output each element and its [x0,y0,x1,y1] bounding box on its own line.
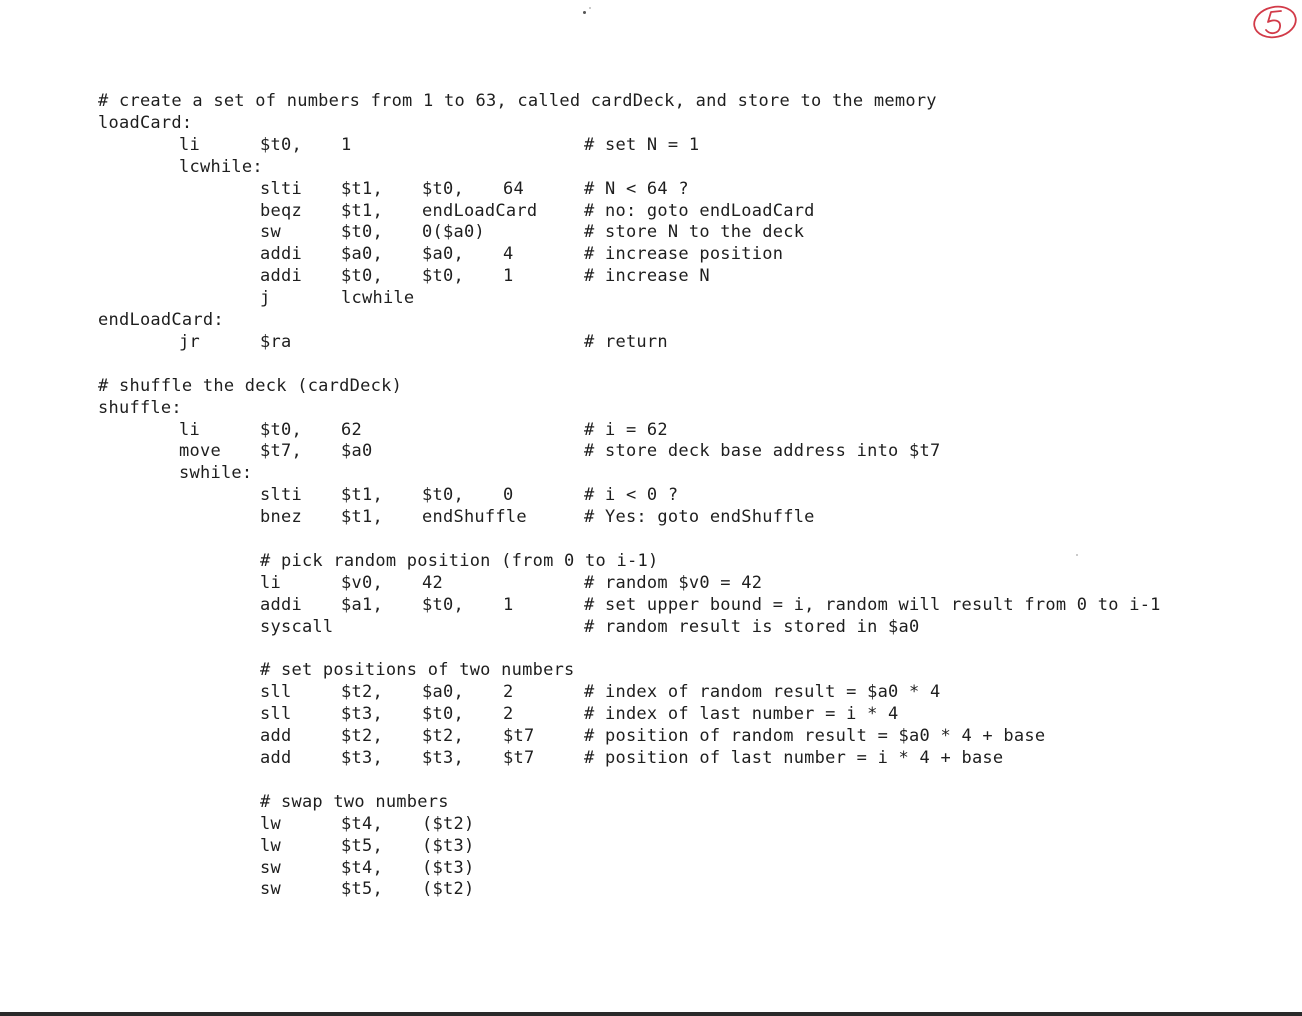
circled-number-icon [1250,2,1300,42]
instruction-opcode: addi [260,266,302,287]
scan-speck [583,11,586,14]
instruction-comment: # set N = 1 [584,134,700,155]
instruction-operand: $a1, [341,594,383,615]
instruction-comment: # position of random result = $a0 * 4 + base [584,726,1046,747]
instruction-comment: # N < 64 ? [584,178,689,199]
instruction-operand: ($t3) [422,835,475,856]
instruction-opcode: addi [260,594,302,615]
instruction-operand: $t7 [503,726,535,747]
instruction-operand: 0 [503,485,514,506]
instruction-comment: # i = 62 [584,419,668,440]
instruction-opcode: syscall [260,616,334,637]
instruction-comment: # store deck base address into $t7 [584,441,941,462]
instruction-operand: $t0, [422,485,464,506]
instruction-operand: $t1, [341,485,383,506]
instruction-operand: ($t2) [422,813,475,834]
instruction-comment: # return [584,331,668,352]
instruction-operand: $v0, [341,572,383,593]
instruction-operand: $t4, [341,813,383,834]
instruction-operand: $t0, [260,419,302,440]
instruction-operand: 62 [341,419,362,440]
instruction-opcode: bnez [260,507,302,528]
instruction-operand: $a0, [341,244,383,265]
instruction-opcode: beqz [260,200,302,221]
instruction-comment: # increase position [584,244,784,265]
instruction-opcode: sll [260,682,292,703]
instruction-operand: $t2, [422,726,464,747]
instruction-comment: # position of last number = i * 4 + base [584,748,1004,768]
comment-line: # pick random position (from 0 to i-1) [260,550,659,571]
instruction-operand: $t0, [260,134,302,155]
instruction-opcode: sw [260,879,281,900]
scan-speck [1076,554,1078,556]
instruction-opcode: li [179,419,200,440]
comment-line: # create a set of numbers from 1 to 63, called cardDeck, and store to the memory [98,91,937,111]
instruction-operand: ($t2) [422,879,475,900]
instruction-operand: $t0, [341,266,383,287]
instruction-operand: $t1, [341,507,383,528]
instruction-comment: # i < 0 ? [584,485,679,506]
instruction-opcode: sw [260,857,281,878]
scan-bottom-edge [0,1012,1302,1016]
instruction-comment: # random $v0 = 42 [584,572,763,593]
instruction-operand: 2 [503,682,514,703]
instruction-operand: $t3, [341,748,383,768]
code-label: lcwhile: [179,156,263,177]
instruction-opcode: add [260,726,292,747]
instruction-opcode: addi [260,244,302,265]
instruction-opcode: sll [260,704,292,725]
instruction-operand: $t0, [422,266,464,287]
instruction-operand: 1 [503,266,514,287]
instruction-operand: 1 [341,134,352,155]
instruction-comment: # store N to the deck [584,222,805,243]
instruction-operand: $t0, [422,704,464,725]
instruction-operand: 4 [503,244,514,265]
instruction-opcode: li [260,572,281,593]
code-label: endLoadCard: [98,310,224,330]
instruction-operand: $t7, [260,441,302,462]
instruction-operand: lcwhile [341,288,415,309]
instruction-operand: 0($a0) [422,222,485,243]
comment-line: # swap two numbers [260,791,449,812]
instruction-operand: $t2, [341,682,383,703]
instruction-operand: 1 [503,594,514,615]
instruction-operand: 2 [503,704,514,725]
instruction-opcode: move [179,441,221,462]
instruction-operand: $t2, [341,726,383,747]
instruction-opcode: slti [260,485,302,506]
instruction-comment: # set upper bound = i, random will result from 0 to i-1 [584,594,1161,615]
instruction-operand: $ra [260,331,292,352]
instruction-comment: # random result is stored in $a0 [584,616,920,637]
code-label: swhile: [179,463,253,484]
instruction-opcode: j [260,288,271,309]
instruction-operand: $t4, [341,857,383,878]
instruction-operand: $t7 [503,748,535,768]
instruction-comment: # Yes: goto endShuffle [584,507,815,528]
instruction-comment: # no: goto endLoadCard [584,200,815,221]
instruction-operand: $t1, [341,178,383,199]
instruction-opcode: lw [260,835,281,856]
instruction-opcode: sw [260,222,281,243]
instruction-opcode: li [179,134,200,155]
instruction-operand: $t5, [341,835,383,856]
instruction-operand: $a0, [422,682,464,703]
instruction-operand: ($t3) [422,857,475,878]
comment-line: # set positions of two numbers [260,660,575,681]
instruction-operand: $t0, [341,222,383,243]
instruction-operand: $a0 [341,441,373,462]
code-label: loadCard: [98,112,193,133]
instruction-operand: 42 [422,572,443,593]
instruction-comment: # index of random result = $a0 * 4 [584,682,941,703]
instruction-operand: $t3, [422,748,464,768]
handwritten-page-number [1250,2,1300,42]
instruction-opcode: add [260,748,292,768]
instruction-operand: $t0, [422,594,464,615]
instruction-operand: $t5, [341,879,383,900]
code-label: shuffle: [98,397,182,418]
instruction-opcode: slti [260,178,302,199]
instruction-operand: $t1, [341,200,383,221]
instruction-comment: # increase N [584,266,710,287]
instruction-operand: 64 [503,178,524,199]
comment-line: # shuffle the deck (cardDeck) [98,375,403,396]
instruction-operand: endLoadCard [422,200,538,221]
instruction-operand: endShuffle [422,507,527,528]
instruction-operand: $t3, [341,704,383,725]
instruction-opcode: lw [260,813,281,834]
instruction-opcode: jr [179,331,200,352]
instruction-comment: # index of last number = i * 4 [584,704,899,725]
scan-speck [589,7,591,9]
instruction-operand: $t0, [422,178,464,199]
instruction-operand: $a0, [422,244,464,265]
